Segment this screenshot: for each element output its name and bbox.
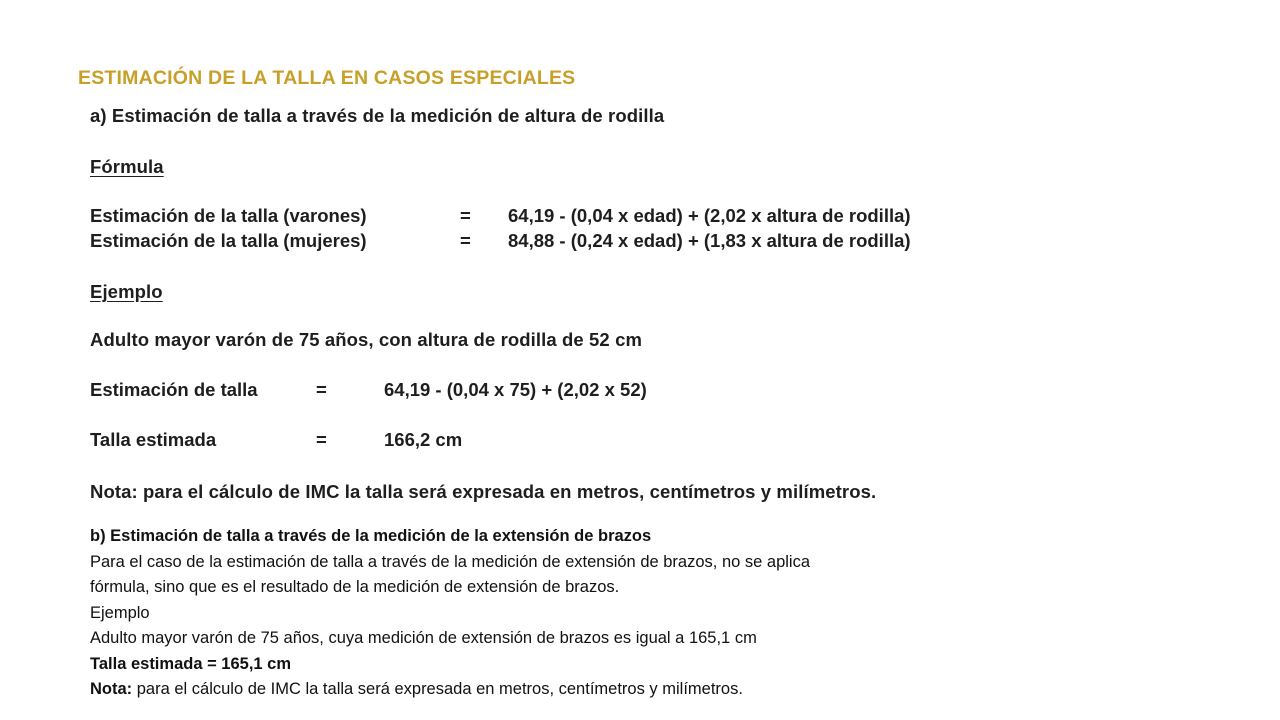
section-b bbox=[90, 524, 1090, 703]
page-title: ESTIMACIÓN DE LA TALLA EN CASOS ESPECIALES bbox=[78, 67, 576, 89]
formula-mujeres-expression: 84,88 - (0,24 x edad) + (1,83 x altura de rodilla) bbox=[508, 230, 911, 251]
result-label: Talla estimada bbox=[90, 429, 217, 450]
section-a-note bbox=[90, 481, 876, 503]
section-b-note-label: Nota: bbox=[90, 680, 133, 698]
formula-varones-expression: 64,19 - (0,04 x edad) + (2,02 x altura de rodilla) bbox=[508, 205, 911, 226]
section-a-heading: a) Estimación de talla a través de la medición de altura de rodilla bbox=[90, 105, 665, 126]
section-b-result: Talla estimada = 165,1 cm bbox=[90, 654, 292, 673]
section-a-image bbox=[90, 0, 1090, 510]
example-label: Ejemplo bbox=[90, 281, 163, 302]
formula-mujeres-label: Estimación de la talla (mujeres) bbox=[90, 230, 367, 251]
formula-varones-label: Estimación de la talla (varones) bbox=[90, 205, 367, 226]
note-label: Nota: bbox=[90, 481, 138, 502]
example-text: Adulto mayor varón de 75 años, con altura de rodilla de 52 cm bbox=[90, 329, 643, 350]
note-text: para el cálculo de IMC la talla será expresada en metros, centímetros y milímetros. bbox=[143, 481, 877, 502]
section-b-heading: b) Estimación de talla a través de la medición de la extensión de brazos bbox=[90, 527, 652, 545]
result-value: 166,2 cm bbox=[384, 429, 463, 450]
section-b-example-label: Ejemplo bbox=[90, 603, 150, 622]
formula-varones-equals: = bbox=[460, 205, 471, 226]
calc-equals: = bbox=[316, 379, 327, 400]
result-equals: = bbox=[316, 429, 327, 450]
section-b-paragraph-line-1: Para el caso de la estimación de talla a través de la medición de extensión de brazos, no se aplica bbox=[90, 552, 811, 571]
calc-label: Estimación de talla bbox=[90, 379, 258, 400]
formula-label: Fórmula bbox=[90, 156, 164, 177]
section-b-note bbox=[90, 677, 1090, 703]
calc-expression: 64,19 - (0,04 x 75) + (2,02 x 52) bbox=[384, 379, 647, 400]
formula-mujeres-equals: = bbox=[460, 230, 471, 251]
section-b-paragraph-line-2: fórmula, sino que es el resultado de la medición de extensión de brazos. bbox=[90, 578, 620, 596]
section-b-note-text: para el cálculo de IMC la talla será expresada en metros, centímetros y milímetros. bbox=[132, 680, 743, 698]
section-b-example-text: Adulto mayor varón de 75 años, cuya medición de extensión de brazos es igual a 165,1 cm bbox=[90, 629, 757, 647]
